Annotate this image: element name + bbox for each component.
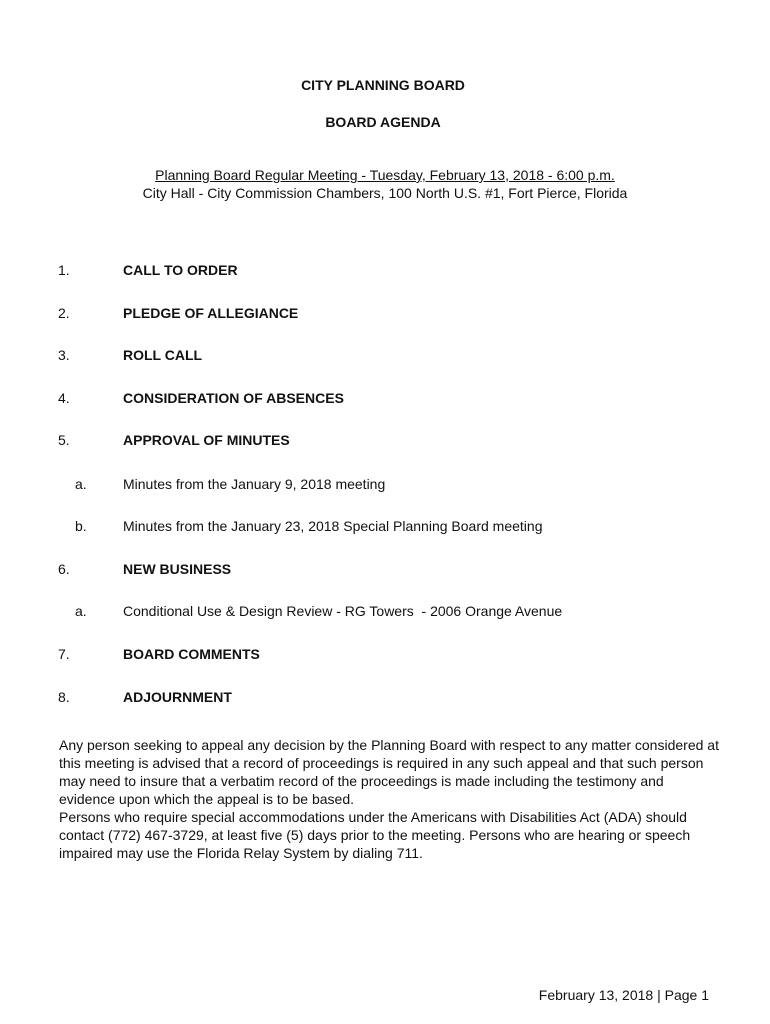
agenda-subitem-minutes-jan-23 bbox=[0, 518, 770, 538]
agenda-item-new-business bbox=[0, 561, 770, 581]
agenda-item-number: 4. bbox=[58, 390, 70, 406]
agenda-subitem-label: Minutes from the January 23, 2018 Special Planning Board meeting bbox=[123, 518, 543, 534]
agenda-subitem-label: Conditional Use & Design Review - RG Towers - 2006 Orange Avenue bbox=[123, 603, 563, 619]
agenda-item-number: 5. bbox=[58, 432, 70, 448]
agenda-item-call-to-order bbox=[0, 262, 770, 282]
agenda-subitem-minutes-jan-9 bbox=[0, 476, 770, 496]
agenda-item-adjournment bbox=[0, 689, 770, 709]
ada-notice: Persons who require special accommodations under the Americans with Disabilities Act (ADA) should contact (772) 467-3729, at least five (5) days prior to the meeting. Persons who are hearing or speech impaired may use the Florida Relay System by dialing 711. bbox=[59, 809, 691, 861]
agenda-subitem-letter: b. bbox=[75, 518, 87, 534]
appeal-notice: Any person seeking to appeal any decision by the Planning Board with respect to any matter considered at this meeting is advised that a record of proceedings is required in any such appeal and that such person may need to insure that a verbatim record of the proceedings is made including the testimony and evidence upon which the appeal is to be based. bbox=[59, 737, 719, 807]
agenda-subitem-rg-towers bbox=[0, 603, 770, 623]
document-title: CITY PLANNING BOARD bbox=[301, 77, 465, 93]
page-footer: February 13, 2018 | Page 1 bbox=[538, 987, 709, 1003]
agenda-item-label: BOARD COMMENTS bbox=[123, 646, 260, 662]
agenda-item-label: CONSIDERATION OF ABSENCES bbox=[123, 390, 344, 406]
agenda-item-board-comments bbox=[0, 646, 770, 666]
agenda-item-number: 6. bbox=[58, 561, 70, 577]
agenda-item-label: NEW BUSINESS bbox=[123, 561, 232, 577]
agenda-subitem-label: Minutes from the January 9, 2018 meeting bbox=[123, 476, 386, 492]
agenda-item-pledge bbox=[0, 305, 770, 325]
agenda-item-number: 8. bbox=[58, 689, 70, 705]
agenda-subitem-letter: a. bbox=[75, 476, 87, 492]
legal-notice bbox=[59, 736, 719, 862]
meeting-line bbox=[0, 167, 770, 183]
agenda-item-label: PLEDGE OF ALLEGIANCE bbox=[123, 305, 299, 321]
agenda-item-label: ADJOURNMENT bbox=[123, 689, 232, 705]
meeting-line-text: Planning Board Regular Meeting - Tuesday, February 13, 2018 - 6:00 p.m. bbox=[155, 167, 615, 183]
agenda-item-number: 3. bbox=[58, 347, 70, 363]
location-line: City Hall - City Commission Chambers, 100 North U.S. #1, Fort Pierce, Florida bbox=[142, 185, 628, 201]
agenda-item-number: 7. bbox=[58, 646, 70, 662]
agenda-subitem-letter: a. bbox=[75, 603, 87, 619]
agenda-item-label: APPROVAL OF MINUTES bbox=[123, 432, 290, 448]
agenda-item-approval-of-minutes bbox=[0, 432, 770, 452]
agenda-item-label: ROLL CALL bbox=[123, 347, 203, 363]
agenda-item-number: 2. bbox=[58, 305, 70, 321]
agenda-item-roll-call bbox=[0, 347, 770, 367]
agenda-item-number: 1. bbox=[58, 262, 70, 278]
document-subtitle: BOARD AGENDA bbox=[325, 114, 441, 130]
agenda-item-absences bbox=[0, 390, 770, 410]
agenda-item-label: CALL TO ORDER bbox=[123, 262, 238, 278]
